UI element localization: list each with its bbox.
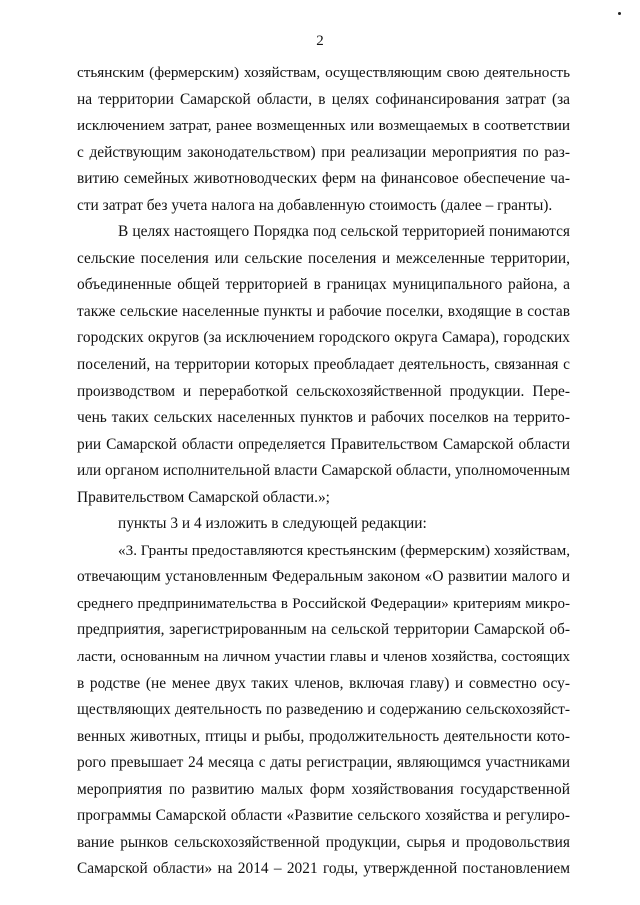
- text-line: ласти, основанным на личном участии главы и членов хозяйства, состоящих: [77, 649, 570, 666]
- document-body: [77, 60, 570, 883]
- text-line: поселений, на территории которых преобладает деятельность, связанная с: [77, 356, 570, 374]
- text-line: мероприятия по развитию малых форм хозяйствования государственной: [77, 780, 570, 798]
- text-line: производством и переработкой сельскохозяйственной продукции. Пере-: [77, 382, 570, 400]
- text-line: на территории Самарской области, в целях софинансирования затрат (за: [77, 90, 570, 108]
- text-line: предприятия, зарегистрированным на сельской территории Самарской об-: [77, 621, 570, 639]
- text-line: пункты 3 и 4 изложить в следующей редакции:: [118, 515, 427, 533]
- text-line: В целях настоящего Порядка под сельской территорией понимаются: [118, 223, 570, 241]
- text-line: Самарской области» на 2014 – 2021 годы, утвержденной постановлением: [77, 860, 570, 878]
- text-line: сти затрат без учета налога на добавленную стоимость (далее – гранты).: [77, 196, 553, 214]
- text-line: городских округов (за исключением городского округа Самара), городских: [77, 329, 570, 347]
- text-line: с действующим законодательством) при реализации мероприятия по раз-: [77, 143, 570, 161]
- text-line: Правительством Самарской области.»;: [77, 488, 330, 506]
- text-line: вание рынков сельскохозяйственной продукции, сырья и продовольствия: [77, 833, 570, 851]
- text-line: стьянским (фермерским) хозяйствам, осуществляющим свою деятельность: [77, 64, 570, 81]
- text-line: в родстве (не менее двух таких членов, включая главу) и совместно осу-: [77, 674, 570, 692]
- text-line: отвечающим установленным Федеральным законом «О развитии малого и: [77, 568, 570, 586]
- text-line: сельские поселения или сельские поселения и межселенные территории,: [77, 249, 570, 267]
- text-line: также сельские населенные пункты и рабочие поселки, входящие в состав: [77, 302, 570, 320]
- scan-dot-mark: [618, 12, 621, 15]
- text-line: «3. Гранты предоставляются крестьянским (фермерским) хозяйствам,: [118, 541, 571, 559]
- text-line: витию семейных животноводческих ферм на финансовое обеспечение ча-: [77, 170, 570, 188]
- text-line: венных животных, птицы и рыбы, продолжительность деятельности кото-: [77, 727, 570, 745]
- text-line: или органом исполнительной власти Самарской области, уполномоченным: [77, 462, 570, 480]
- text-line: объединенные общей территорией в границах муниципального района, а: [77, 276, 570, 294]
- text-line: чень таких сельских населенных пунктов и рабочих поселков на террито-: [77, 409, 570, 427]
- text-line: среднего предпринимательства в Российской Федерации» критериям микро-: [77, 595, 570, 612]
- text-line: исключением затрат, ранее возмещенных или возмещаемых в соответствии: [77, 117, 570, 135]
- text-line: программы Самарской области «Развитие сельского хозяйства и регулиро-: [77, 807, 570, 825]
- page-number: 2: [316, 33, 324, 49]
- text-line: ществляющих деятельность по разведению и содержанию сельскохозяйст-: [77, 701, 570, 719]
- text-line: рии Самарской области определяется Правительством Самарской области: [77, 435, 570, 453]
- text-line: рого превышает 24 месяца с даты регистрации, являющимся участниками: [77, 754, 570, 772]
